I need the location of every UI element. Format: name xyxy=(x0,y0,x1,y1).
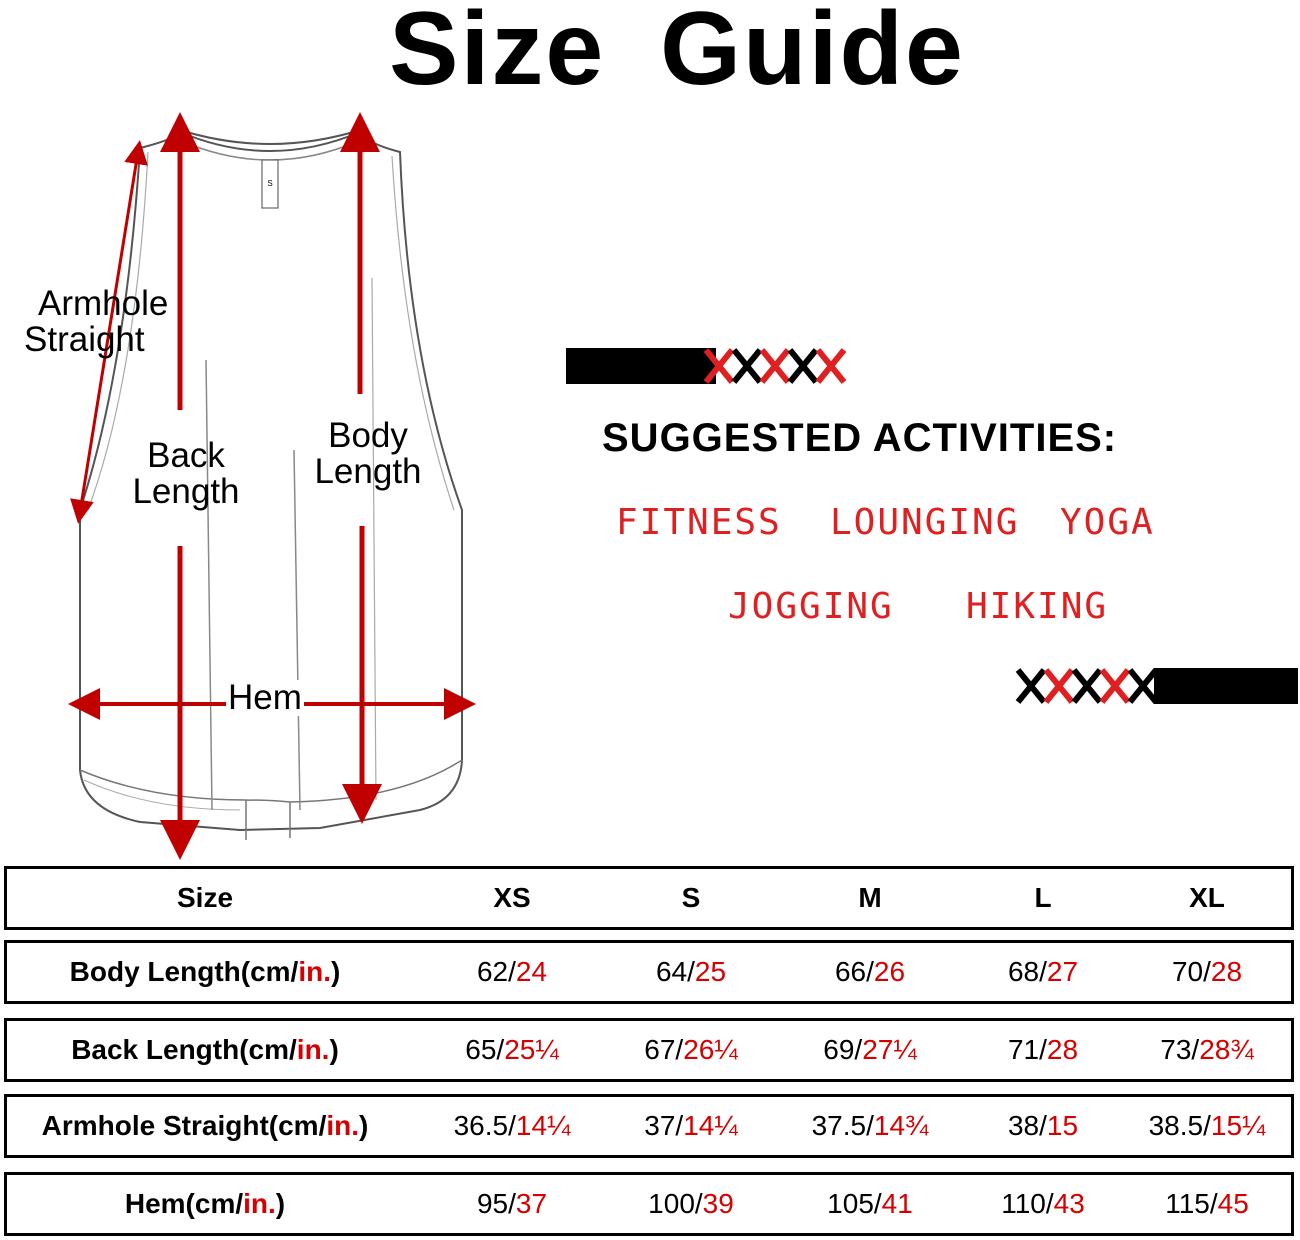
table-cell: 67/26¼ xyxy=(644,1034,738,1065)
table-cell: 37.5/14¾ xyxy=(811,1110,929,1141)
header-size-s: S xyxy=(681,882,701,913)
hem-label: Hem xyxy=(228,678,302,717)
row-label: Hem(cm/in.) xyxy=(124,1188,286,1219)
table-cell: 36.5/14¼ xyxy=(453,1110,571,1141)
table-cell: 68/27 xyxy=(1007,956,1079,987)
table-cell: 70/28 xyxy=(1171,956,1243,987)
header-size-xl: XL xyxy=(1189,882,1225,913)
table-header-row xyxy=(4,866,1294,930)
armhole-label-line2: Straight xyxy=(24,320,145,359)
table-row-armhole-straight xyxy=(4,1094,1294,1158)
armhole-label-line1: Armhole xyxy=(38,284,169,323)
tank-top-illustration xyxy=(0,110,560,860)
activity-lounging: LOUNGING xyxy=(830,502,1020,543)
table-cell: 69/27¼ xyxy=(823,1034,917,1065)
table-row-hem xyxy=(4,1172,1294,1236)
suggested-activities-heading: SUGGESTED ACTIVITIES: xyxy=(602,416,1118,460)
back-label-line1: Back xyxy=(147,436,225,475)
activity-fitness: FITNESS xyxy=(616,502,782,543)
page-title: Size Guide xyxy=(389,0,965,107)
armhole-straight-label xyxy=(24,286,168,358)
garment-diagram xyxy=(0,110,560,860)
decorative-bar-bottom xyxy=(1014,666,1298,706)
body-label-line2: Length xyxy=(314,452,422,491)
decorative-bar-top xyxy=(566,346,856,386)
table-cell: 110/43 xyxy=(1001,1188,1085,1219)
row-label: Body Length(cm/in.) xyxy=(69,956,341,987)
table-cell: 37/14¼ xyxy=(644,1110,738,1141)
header-size-label: Size xyxy=(176,882,234,913)
table-cell: 62/24 xyxy=(476,956,548,987)
table-cell: 38.5/15¼ xyxy=(1148,1110,1266,1141)
table-cell: 38/15 xyxy=(1007,1110,1079,1141)
header-size-l: L xyxy=(1034,882,1052,913)
table-cell: 71/28 xyxy=(1007,1034,1079,1065)
activity-jogging: JOGGING xyxy=(728,586,894,627)
table-cell: 64/25 xyxy=(655,956,727,987)
header-size-xs: XS xyxy=(493,882,531,913)
back-label-line2: Length xyxy=(132,472,240,511)
table-cell: 65/25¼ xyxy=(465,1034,559,1065)
table-cell: 115/45 xyxy=(1165,1188,1249,1219)
table-cell: 73/28¾ xyxy=(1160,1034,1254,1065)
body-length-label xyxy=(306,418,430,490)
body-label-line1: Body xyxy=(328,416,408,455)
row-label: Armhole Straight(cm/in.) xyxy=(41,1110,369,1141)
table-row-body-length xyxy=(4,940,1294,1004)
table-row-back-length xyxy=(4,1018,1294,1082)
activity-yoga: YOGA xyxy=(1060,502,1155,543)
back-length-label xyxy=(124,438,248,510)
tag-letter: S xyxy=(267,179,273,188)
table-cell: 66/26 xyxy=(834,956,906,987)
table-cell: 95/37 xyxy=(476,1188,548,1219)
activity-hiking: HIKING xyxy=(966,586,1109,627)
table-cell: 105/41 xyxy=(827,1188,913,1219)
row-label: Back Length(cm/in.) xyxy=(71,1034,339,1065)
table-cell: 100/39 xyxy=(648,1188,734,1219)
header-size-m: M xyxy=(858,882,882,913)
